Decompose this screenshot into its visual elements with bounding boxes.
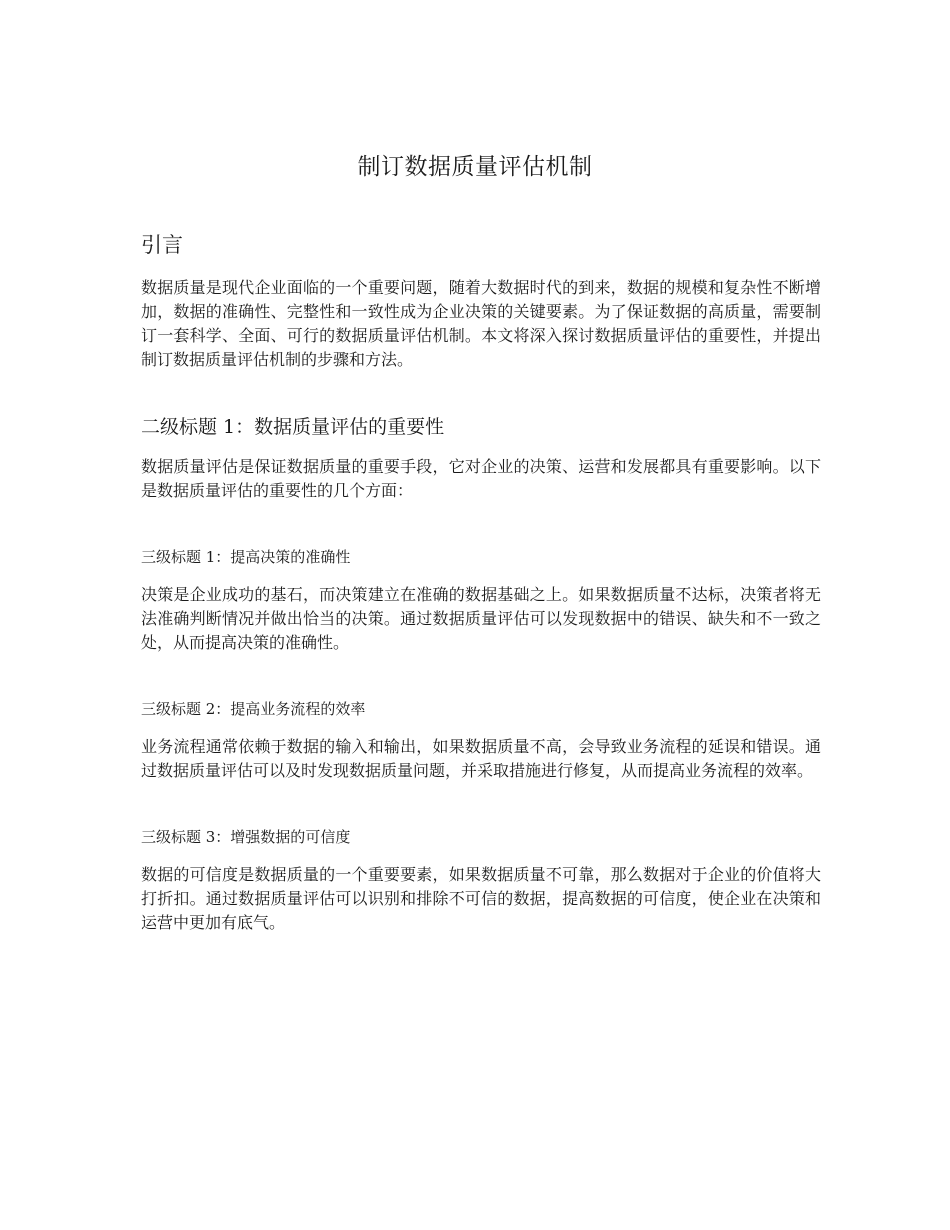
paragraph-sub3: 数据的可信度是数据质量的一个重要要素，如果数据质量不可靠，那么数据对于企业的价值将大打折扣。通过数据质量评估可以识别和排除不可信的数据，提高数据的可信度，使企业在决策和运营中更加有底气。 (141, 865, 821, 932)
paragraph-sub1: 决策是企业成功的基石，而决策建立在准确的数据基础之上。如果数据质量不达标，决策者将无法准确判断情况并做出恰当的决策。通过数据质量评估可以发现数据中的错误、缺失和不一致之处，从而提高决策的准确性。 (141, 585, 821, 652)
section-sub1 (141, 546, 821, 655)
paragraph-sub2: 业务流程通常依赖于数据的输入和输出，如果数据质量不高，会导致业务流程的延误和错误。通过数据质量评估可以及时发现数据质量问题，并采取措施进行修复，从而提高业务流程的效率。 (141, 737, 821, 780)
heading-importance: 二级标题 1：数据质量评估的重要性 (141, 416, 445, 438)
heading-intro: 引言 (141, 233, 183, 257)
heading-sub2: 三级标题 2：提高业务流程的效率 (141, 700, 366, 718)
document-body (141, 230, 821, 935)
section-intro (141, 230, 821, 372)
section-importance (141, 413, 821, 503)
section-sub2 (141, 698, 821, 783)
paragraph-importance: 数据质量评估是保证数据质量的重要手段，它对企业的决策、运营和发展都具有重要影响。以下是数据质量评估的重要性的几个方面： (141, 457, 821, 500)
paragraph-intro: 数据质量是现代企业面临的一个重要问题，随着大数据时代的到来，数据的规模和复杂性不断增加，数据的准确性、完整性和一致性成为企业决策的关键要素。为了保证数据的高质量，需要制订一套科学、全面、可行的数据质量评估机制。本文将深入探讨数据质量评估的重要性，并提出制订数据质量评估机制的步骤和方法。 (141, 278, 821, 369)
document-title: 制订数据质量评估机制 (357, 154, 593, 180)
section-sub3 (141, 826, 821, 935)
heading-sub3: 三级标题 3：增强数据的可信度 (141, 828, 351, 846)
heading-sub1: 三级标题 1：提高决策的准确性 (141, 548, 351, 566)
